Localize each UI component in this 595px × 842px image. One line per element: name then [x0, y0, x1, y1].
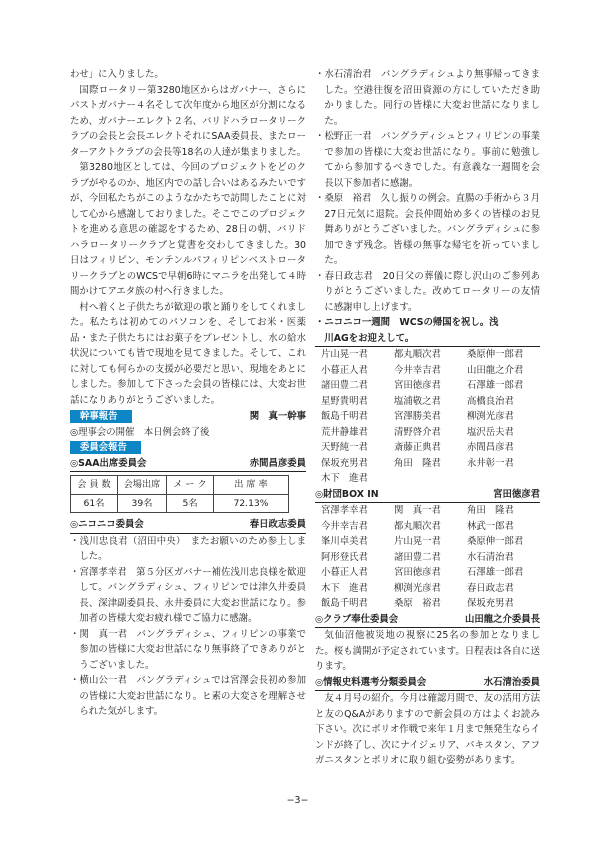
member-name: 星野貴明君 [321, 395, 368, 407]
box-title: ◎財団BOX IN [315, 488, 379, 500]
member-name: 木下 進君 [321, 473, 368, 484]
attendance-table [70, 475, 289, 513]
member-name: 飯島千明君 [321, 411, 368, 422]
niko-item: ・水石清治君 バングラディシュより無事帰ってきました。空港往復を沼田資源の方にしていただき助かりました。同行の皆様に大変お世話になりました。 [315, 69, 540, 127]
attendance-value-cell: 39名 [118, 494, 167, 513]
intro-paragraph: 村へ着くと子供たちが歓迎の歌と踊りをしてくれました。私たちは初めてのパソコンを、そしてお米・医薬品・また子供たちにはお菓子をプレゼントし、水の給水状況についても皆で現地を見てきました。そして、これに対しても何らかの支援が必要だと思い、現地をあとにしました。参加して下さった会員の皆様には、大変お世話になりありがとうございました。 [70, 301, 306, 406]
attendance-header-cell: 出 席 率 [214, 476, 289, 495]
right-column [315, 67, 540, 769]
info-text: 友４月号の紹介。今月は確認月間で、友の活用方法と友のQ&Aがありますので新会員の方はよくお読み下さい。次にポリオ作戦で来年１月まで無発生ならインドが終了し、次にナイジェリア、パキスタン、アフガニスタンとポリオに取り組む姿勢があります。 [315, 693, 540, 766]
member-name: 斎藤正典君 [394, 442, 441, 453]
member-name: 桑原伸一郎君 [467, 536, 524, 547]
member-name: 赤間昌彦君 [467, 442, 514, 453]
niko-item: ・春日政志君 20日父の葬儀に際し沢山のご参列ありがとうございました。改めてロータリーの友情に感謝申し上げます。 [315, 270, 540, 313]
member-name: 宮田徳彦君 [394, 380, 441, 391]
member-name: 水石清治君 [467, 551, 514, 563]
kanji-report-line: ◎理事会の開催 本日例会終了後 [70, 426, 210, 438]
member-name: 宮澤孝幸君 [321, 505, 368, 516]
niko-item: ・松野正一君 バングラディシュとフィリピンの事業で参加の皆様に大変お世話になり。事前に勉強してから参加するべきでした。有意義な一週間を会長以下参加者に感謝。 [315, 131, 540, 189]
attendance-header-row [71, 476, 289, 495]
member-name: 柳渕光彦君 [467, 411, 514, 422]
info-person: 水石清治委員 [483, 676, 540, 688]
member-name: 保坂充男君 [467, 598, 514, 609]
member-name: 保坂充男君 [321, 457, 368, 469]
intro-paragraph: 第3280地区としては、今回のプロジェクトをどのクラブがやるのか、地区内での話し合いはあるみたいですが、今回私たちがこのようなかたちで訪問したことに対して心から感謝しておりました。そこでこのプロジェクトを進める意思の確認をするため、28日の朝、バリドハラロータリークラブと覚書を交わしてきました。30日はフィリピン、モンテンルパフィリピンベストロータリークラブとのWCSで早朝6時にマニラを出発して４時間かけてアエタ族の村へ行きました。 [70, 162, 306, 297]
member-name: 峯川卓美君 [321, 536, 368, 547]
committee-report-label: 委員会報告 [70, 441, 141, 454]
niko-item: ・宮澤孝幸君 第５分区ガバナー補佐浅川忠良様を歓迎して。バングラディシュ、フィリピンでは津久井委員長、深津副委員長、永井委員に大変お世話になり。参加者の皆様大変お疲れ様でご協力に感謝。 [70, 566, 306, 624]
attendance-value-cell: 72.13% [214, 494, 289, 513]
member-name: 小暮正人君 [321, 567, 368, 578]
niko-item: ・横山公一君 バングラディシュでは宮澤会長初め参加の皆様に大変お世話になり。ヒ素の大変さを理解させられた気がします。 [70, 675, 306, 717]
info-title: ◎情報史料選考分類委員会 [315, 676, 427, 688]
saa-title: ◎SAA出席委員会 [70, 457, 147, 469]
box-name-list [315, 503, 540, 612]
info-heading [315, 675, 540, 692]
member-name: 塩沢岳夫君 [467, 426, 514, 438]
box-heading [315, 487, 540, 504]
member-name: 都丸順次君 [394, 349, 441, 360]
wcs-title-line: 川AGをお迎えして。 [315, 331, 540, 348]
member-name: 山田龍之介君 [467, 364, 524, 376]
member-name: 片山晃一君 [321, 349, 368, 360]
member-name: 宮澤勝美君 [394, 411, 441, 422]
member-name: 桑原 裕君 [394, 598, 441, 609]
attendance-header-cell: 会場出席 [118, 476, 167, 495]
saa-heading [70, 456, 306, 473]
member-name: 飯島千明君 [321, 598, 368, 609]
member-name: 石澤雄一郎君 [467, 567, 524, 578]
club-text: 気仙沼他被災地の視察に25名の参加となりました。桜も満開が予定されています。日程表は各自に送ります。 [315, 630, 540, 672]
member-name: 片山晃一君 [394, 536, 441, 547]
niko-item: ・浅川忠良君（沼田中央） またお願いのため参上しました。 [70, 535, 306, 562]
member-name: 永井彰一君 [467, 457, 514, 469]
member-name: 石澤雄一郎君 [467, 380, 524, 391]
niko-person: 春日政志委員 [249, 519, 306, 530]
left-column [70, 67, 306, 720]
member-name: 角田 隆君 [394, 457, 441, 469]
attendance-header-cell: 会 員 数 [71, 476, 118, 495]
niko-item: ・関 真一君 バングラディシュ、フィリピンの事業で参加の皆様に大変お世話になり無事終了できありがとうございました。 [70, 628, 306, 671]
wcs-name-list [315, 347, 540, 487]
club-title: ◎クラブ奉仕委員会 [315, 613, 399, 625]
member-name: 都丸順次君 [394, 520, 441, 532]
box-person: 宮田徳彦君 [493, 488, 540, 500]
niko-heading [70, 517, 306, 534]
member-name: 諸田豊二君 [321, 380, 368, 391]
attendance-value-row [71, 494, 289, 513]
niko-title: ◎ニコニコ委員会 [70, 519, 144, 530]
member-name: 関 真一君 [394, 505, 441, 516]
member-name: 柳渕光彦君 [394, 582, 441, 594]
kanji-report-heading [70, 409, 306, 425]
member-name: 春日政志君 [467, 582, 514, 594]
member-name: 木下 進君 [321, 582, 368, 594]
member-name: 阿形登氏君 [321, 551, 368, 563]
wcs-title-line: ・ニコニコ一週間 WCSの帰国を祝し。浅 [315, 317, 499, 328]
attendance-header-cell: メ ー ク [167, 476, 214, 495]
member-name: 塩浦敬之君 [394, 395, 441, 407]
member-name: 角田 隆君 [467, 505, 514, 516]
kanji-report-person: 関 真一幹事 [249, 411, 306, 422]
intro-paragraph: わせ」に入りました。 [70, 69, 164, 80]
intro-paragraph: 国際ロータリー第3280地区からはガバナー、さらにパストガバナー４名そして次年度から地区が分割になるため、ガバナーエレクト２名、バリドハラロータリークラブの会長と会長エレクトそれにSAA委員長、またローターアクトクラブの会長等18名の人達が集まりました。 [70, 84, 306, 158]
member-name: 荒井静雄君 [321, 426, 368, 438]
member-name: 小暮正人君 [321, 364, 368, 376]
club-person: 山田龍之介委員長 [464, 613, 540, 625]
member-name: 宮田徳彦君 [394, 567, 441, 578]
page-number: −3− [286, 795, 309, 806]
member-name: 今井幸吉君 [321, 520, 368, 532]
niko-item: ・桑原 裕君 久し振りの例会。直腸の手術から３月27日元気に退院。会長仲間始め多くの皆様のお見舞ありがとうございました。バングラディシュに参加できず残念。皆様の無事な帰宅を祈っていました。 [315, 193, 541, 266]
saa-person: 赤間昌彦委員 [249, 457, 306, 469]
member-name: 今井幸吉君 [394, 364, 441, 376]
committee-report-heading [70, 440, 306, 456]
member-name: 桑原伸一郎君 [467, 349, 524, 360]
member-name: 諸田豊二君 [394, 551, 441, 563]
wcs-heading [315, 315, 540, 347]
club-heading [315, 612, 540, 629]
attendance-value-cell: 5名 [167, 494, 214, 513]
member-name: 林武一郎君 [467, 520, 514, 532]
member-name: 高橋良治君 [467, 395, 514, 407]
member-name: 天野純一君 [321, 442, 368, 453]
attendance-value-cell: 61名 [71, 494, 118, 513]
member-name: 清野啓介君 [394, 426, 441, 438]
kanji-report-label: 幹事報告 [70, 410, 132, 423]
